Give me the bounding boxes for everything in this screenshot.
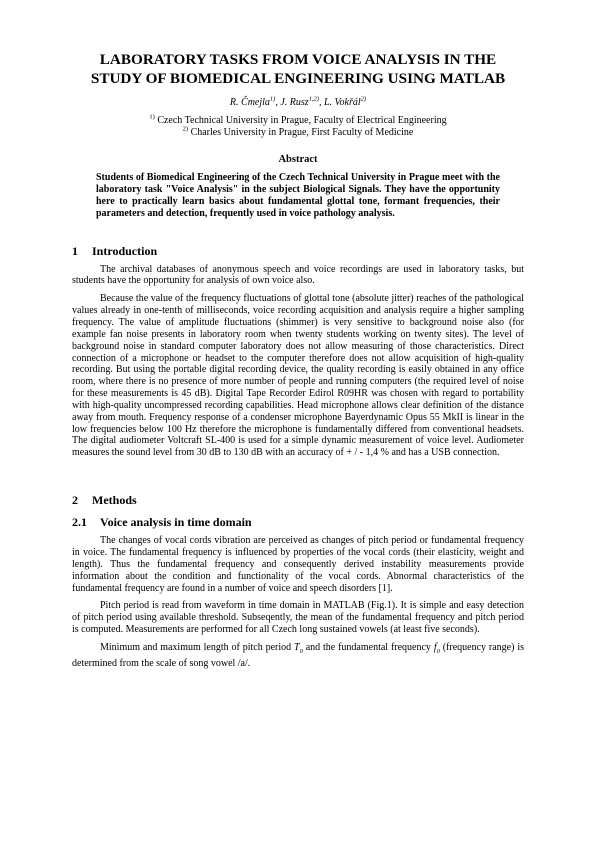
section-title: Methods bbox=[92, 493, 137, 508]
abstract-heading: Abstract bbox=[278, 154, 318, 165]
text-run: Minimum and maximum length of pitch period bbox=[100, 641, 294, 653]
body-paragraph: Pitch period is read from waveform in time domain in MATLAB (Fig.1). It is simple and easy detection of pitch period using available threshold. Subseqently, the mean of the fundamental frequency and pitch period is computed. Measurements are performed for all Czech long sustained vowels (at least five seconds). bbox=[72, 600, 524, 636]
author-list: R. Čmejla$^{1)}$, J. Rusz$^{1,2)}$, L. Vokřál$^{2)}$ bbox=[229, 95, 367, 108]
title-line-2: STUDY OF BIOMEDICAL ENGINEERING USING MATLAB bbox=[90, 70, 506, 87]
author-affil-mark: 1) bbox=[269, 95, 276, 103]
text-run: and the fundamental frequency bbox=[302, 641, 434, 653]
text-run: (frequency range) is determined from the scale of song vowel /a/. bbox=[72, 641, 524, 669]
affiliation-text: Charles University in Prague, First Faculty of Medicine bbox=[190, 127, 414, 138]
section-title: Introduction bbox=[92, 243, 158, 258]
paper-page bbox=[72, 50, 524, 670]
affiliation-text: Czech Technical University in Prague, Faculty of Electrical Engineering bbox=[157, 115, 447, 126]
section-number: 2 bbox=[72, 493, 78, 508]
body-paragraph bbox=[72, 642, 524, 670]
affiliation-list bbox=[72, 115, 524, 139]
author-name: J. Rusz bbox=[280, 97, 309, 108]
body-paragraph: The changes of vocal cords vibration are perceived as changes of pitch period or fundamental frequency in voice. The fundamental frequency is influenced by properties of the vocal cords (their elasticity, weight and length). Thus the fundamental frequency and consequently derived instability measurements provide information about the condition and functionality of the vocal cords. Abnormal characteristics of the fundamental frequency are found in a number of voice and speech disorders [1]. bbox=[72, 535, 524, 594]
author-affil-mark: 2) bbox=[360, 95, 367, 103]
symbol-f: $f_0$ bbox=[433, 641, 440, 655]
subsection-title: Voice analysis in time domain bbox=[100, 515, 252, 530]
body-paragraph: The archival databases of anonymous speech and voice recordings are used in laboratory tasks, but students have the opportunity for analysis of own voice also. bbox=[72, 263, 524, 287]
abstract-text: Students of Biomedical Engineering of the Czech Technical University in Prague meet with the laboratory task "Voice Analysis" in the subject Biological Signals. They have the opportunity here to practically learn basics about fundamental glottal tone, formant frequencies, their parameters and detection, frequently used in voice pathology analysis. bbox=[96, 172, 500, 219]
section-heading-introduction bbox=[72, 244, 524, 259]
author-name: R. Čmejla bbox=[229, 97, 270, 108]
author-name: L. Vokřál bbox=[323, 97, 361, 108]
paper-title bbox=[72, 50, 524, 88]
affiliation-mark: 1) bbox=[149, 113, 155, 121]
author-affil-mark: 1,2) bbox=[308, 95, 319, 103]
affiliation bbox=[72, 115, 524, 127]
affiliation-mark: 2) bbox=[182, 125, 189, 133]
title-line-1: LABORATORY TASKS FROM VOICE ANALYSIS IN THE bbox=[99, 51, 497, 68]
section-number: 1 bbox=[72, 243, 78, 258]
section-heading-methods bbox=[72, 493, 524, 508]
symbol-T: $T_0$ bbox=[294, 641, 303, 655]
affiliation bbox=[72, 127, 524, 139]
body-paragraph: Because the value of the frequency fluctuations of glottal tone (absolute jitter) reaches of the pathological values already in one-tenth of milliseconds, voice recording acquisition and analysis require a higher sampling frequency. The value of amplitude fluctuations (shimmer) is very sensitive to background noise also (for example fan noise presents in laboratory room when twenty students working on twenty sites). The level of background noise in standard computer laboratory does not allow measuring of those characteristics. Direct connection of a microphone or headset to the computer therefore does not allow acquisition of high-quality recording. But using the portable digital recording device, the quality recording is easily obtained in any office room, where there is no presence of more number of people and running computers (the required level of noise for these measurements is 45 dB). Digital Tape Recorder Edirol R09HR was chosen with regard to portability with high-quality uncompressed recording capabilities. Head microphone allows clear definition of the distance away from mouth. Frequency response of a condenser microphone Bayerdynamic Opus 55 MkII is linear in the low frequencies below 100 Hz therefore the microphone is fundamentally differed from conventional headsets. The digital audiometer Voltcraft SL-400 is used for a simple dynamic measurement of voice level. Audiometer measures the sound level from 30 dB to 130 dB with an accuracy of + / - 1,4 % and has a USB connection. bbox=[72, 293, 524, 459]
subsection-heading bbox=[72, 515, 524, 530]
subsection-number: 2.1 bbox=[72, 515, 87, 530]
